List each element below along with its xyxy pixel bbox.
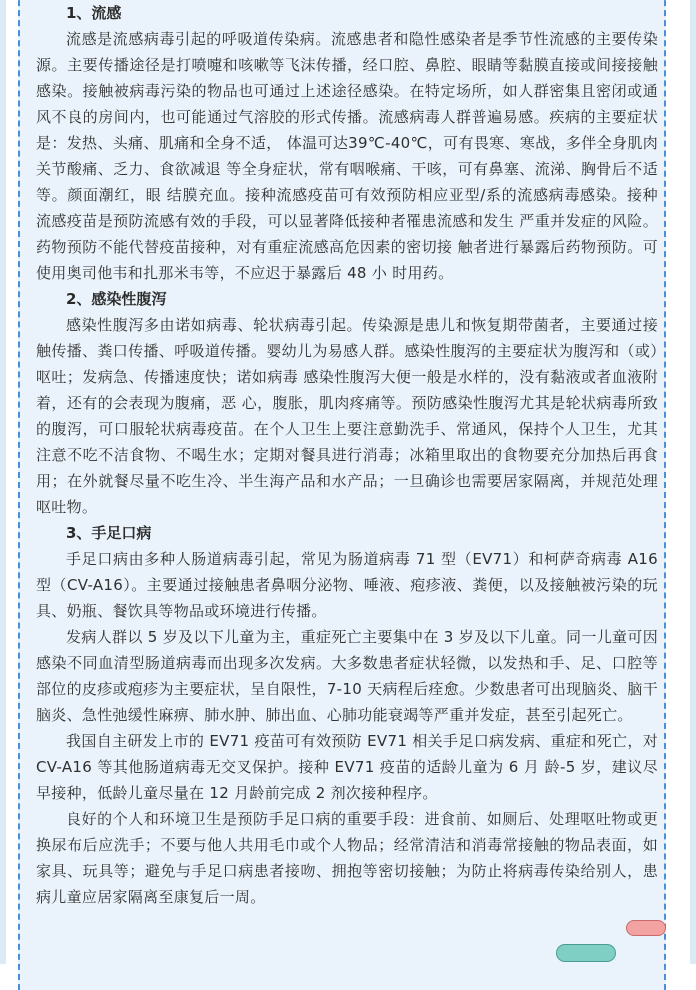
paragraph: 流感是流感病毒引起的呼吸道传染病。流感患者和隐性感染者是季节性流感的主要传染源。主要传播途径是打喷嚏和咳嗽等飞沫传播，经口腔、鼻腔、眼睛等黏膜直接或间接接触感染。接触被病毒污染的物品也可通过上述途径感染。在特定场所，如人群密集且密闭或通风不良的房间内，也可能通过气溶胶的形式传播。流感病毒人群普遍易感。疾病的主要症状是：发热、头痛、肌痛和全身不适， 体温可达39℃-40℃，可有畏寒、寒战，多伴全身肌肉关节酸痛、乏力、食欲减退 等全身症状，常有咽喉痛、干咳，可有鼻塞、流涕、胸骨后不适等。颜面潮红，眼 结膜充血。接种流感疫苗可有效预防相应亚型/系的流感病毒感染。接种流感疫苗是预防流感有效的手段，可以显著降低接种者罹患流感和发生 严重并发症的风险。药物预防不能代替疫苗接种，对有重症流感高危因素的密切接 触者进行暴露后药物预防。可使用奥司他韦和扎那米韦等，不应迟于暴露后 48 小 时用药。 bbox=[36, 30, 658, 282]
left-edge-strip bbox=[0, 0, 6, 964]
section-heading: 2、感染性腹泻 bbox=[66, 290, 167, 308]
section-heading: 1、流感 bbox=[66, 4, 122, 22]
section-flu bbox=[36, 0, 658, 286]
decorative-pink-pill bbox=[626, 920, 666, 936]
paragraph: 感染性腹泻多由诺如病毒、轮状病毒引起。传染源是患儿和恢复期带菌者，主要通过接触传播、粪口传播、呼吸道传播。婴幼儿为易感人群。感染性腹泻的主要症状为腹泻和（或）呕吐；发病急、传播速度快；诺如病毒 感染性腹泻大便一般是水样的，没有黏液或者血液附着，还有的会表现为腹痛，恶 心，腹胀，肌肉疼痛等。预防感染性腹泻尤其是轮状病毒所致的腹泻，可口服轮状病毒疫苗。在个人卫生上要注意勤洗手、常通风，保持个人卫生，尤其注意不吃不洁食物、不喝生水；定期对餐具进行消毒；冰箱里取出的食物要充分加热后再食用；在外就餐尽量不吃生冷、半生海产品和水产品；一旦确诊也需要居家隔离，并规范处理呕吐物。 bbox=[36, 316, 658, 516]
paragraph: 我国自主研发上市的 EV71 疫苗可有效预防 EV71 相关手足口病发病、重症和死亡，对 CV-A16 等其他肠道病毒无交叉保护。接种 EV71 疫苗的适龄儿童为 6 月 龄-5 岁，建议尽早接种，低龄儿童尽量在 12 月龄前完成 2 剂次接种程序。 bbox=[36, 732, 658, 802]
section-infectious-diarrhea bbox=[36, 286, 658, 520]
paragraph: 手足口病由多种人肠道病毒引起，常见为肠道病毒 71 型（EV71）和柯萨奇病毒 A16 型（CV-A16）。主要通过接触患者鼻咽分泌物、唾液、疱疹液、粪便，以及接触被污染的玩具、奶瓶、餐饮具等物品或环境进行传播。 bbox=[36, 550, 658, 620]
article-content bbox=[36, 0, 658, 910]
section-heading: 3、手足口病 bbox=[66, 524, 152, 542]
paragraph: 良好的个人和环境卫生是预防手足口病的重要手段：进食前、如厕后、处理呕吐物或更换尿布后应洗手；不要与他人共用毛巾或个人物品；经常清洁和消毒常接触的物品表面，如家具、玩具等；避免与手足口病患者接吻、拥抱等密切接触；为防止将病毒传染给别人，患病儿童应居家隔离至康复后一周。 bbox=[36, 810, 658, 906]
right-edge-strip bbox=[690, 0, 696, 964]
decorative-teal-pill bbox=[556, 944, 616, 962]
paragraph: 发病人群以 5 岁及以下儿童为主，重症死亡主要集中在 3 岁及以下儿童。同一儿童可因感染不同血清型肠道病毒而出现多次发病。大多数患者症状轻微，以发热和手、足、口腔等部位的皮疹或疱疹为主要症状，呈自限性，7-10 天病程后痊愈。少数患者可出现脑炎、脑干脑炎、急性弛缓性麻痹、肺水肿、肺出血、心肺功能衰竭等严重并发症，甚至引起死亡。 bbox=[36, 628, 658, 724]
section-hand-foot-mouth bbox=[36, 520, 658, 910]
